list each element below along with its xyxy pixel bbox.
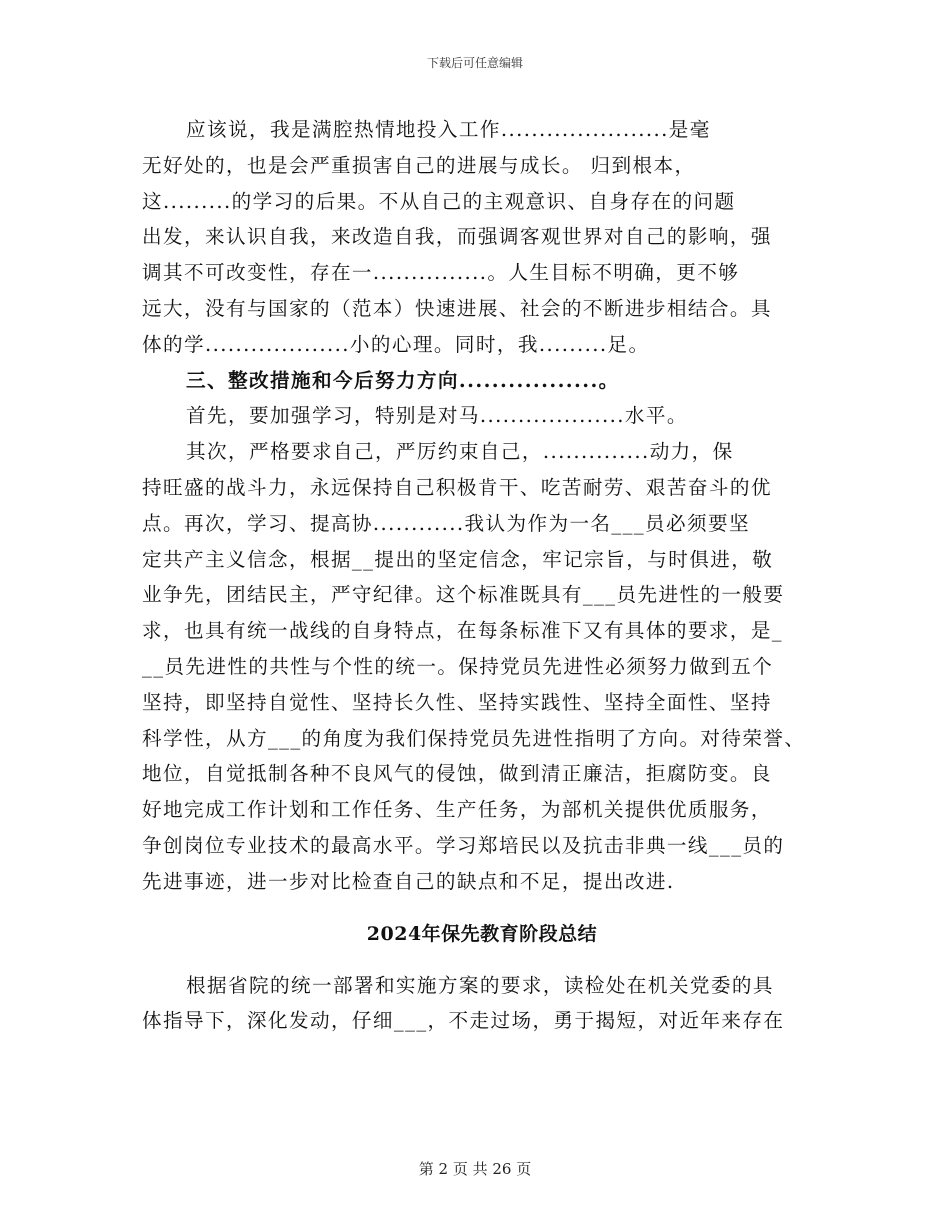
paragraph-line: 体的学...................小的心理。同时，我.........足。 <box>142 332 650 356</box>
paragraph-line: 调其不可改变性，存在一...............。人生目标不明确，更不够 <box>142 261 740 285</box>
paragraph-line: 远大，没有与国家的（范本）快速进展、社会的不断进步相结合。具 <box>142 296 772 320</box>
paragraph-line: 好地完成工作计划和工作任务、生产任务，为部机关提供优质服务， <box>142 798 772 822</box>
paragraph-line: 坚持，即坚持自觉性、坚持长久性、坚持实践性、坚持全面性、坚持 <box>142 690 772 714</box>
paragraph-line: 业争先，团结民主，严守纪律。这个标准既具有___员先进性的一般要 <box>142 583 785 607</box>
section-title: 2024年保先教育阶段总结 <box>366 922 598 945</box>
paragraph-line: 出发，来认识自我，来改造自我，而强调客观世界对自己的影响，强 <box>142 225 772 249</box>
paragraph-line: 持旺盛的战斗力，永远保持自己积极肯干、吃苦耐劳、艰苦奋斗的优 <box>142 475 772 499</box>
paragraph-line: 科学性，从方___的角度为我们保持党员先进性指明了方向。对待荣誉、 <box>142 726 806 750</box>
paragraph-line: 定共产主义信念，根据__提出的坚定信念，牢记宗旨，与时俱进，敬 <box>142 547 774 571</box>
section-heading: 三、整改措施和今后努力方向.................。 <box>186 368 620 392</box>
paragraph-line: 应该说，我是满腔热情地投入工作......................是毫 <box>186 118 711 141</box>
page-header: 下载后可任意编辑 <box>426 56 523 70</box>
paragraph-line: 无好处的，也是会严重损害自己的进展与成长。 归到根本， <box>142 153 696 177</box>
paragraph-line: 这.........的学习的后果。不从自己的主观意识、自身存在的问题 <box>142 189 736 213</box>
page-footer: 第 2 页 共 26 页 <box>418 1160 532 1178</box>
paragraph-line: 体指导下，深化发动，仔细___，不走过场，勇于揭短，对近年来存在 <box>142 1009 785 1033</box>
document-body <box>142 112 822 1039</box>
paragraph-line: 地位，自觉抵制各种不良风气的侵蚀，做到清正廉洁，拒腐防变。良 <box>142 762 772 786</box>
paragraph-line: 求，也具有统一战线的自身特点，在每条标准下又有具体的要求，是_ <box>142 619 784 643</box>
paragraph-line: 根据省院的统一部署和实施方案的要求，读检处在机关党委的具 <box>186 973 774 997</box>
paragraph-line: 点。再次，学习、提高协............我认为作为一名___员必须要坚 <box>142 511 750 535</box>
paragraph-line: 先进事迹，进一步对比检查自己的缺点和不足，提出改进. <box>142 869 675 893</box>
paragraph-line: 其次，严格要求自己，严厉约束自己，..............动力，保 <box>186 440 734 464</box>
paragraph-line: 争创岗位专业技术的最高水平。学习郑培民以及抗击非典一线___员的 <box>142 833 785 857</box>
paragraph-line: __员先进性的共性与个性的统一。保持党员先进性必须努力做到五个 <box>142 654 774 678</box>
paragraph-line: 首先，要加强学习，特别是对马...................水平。 <box>186 404 688 428</box>
